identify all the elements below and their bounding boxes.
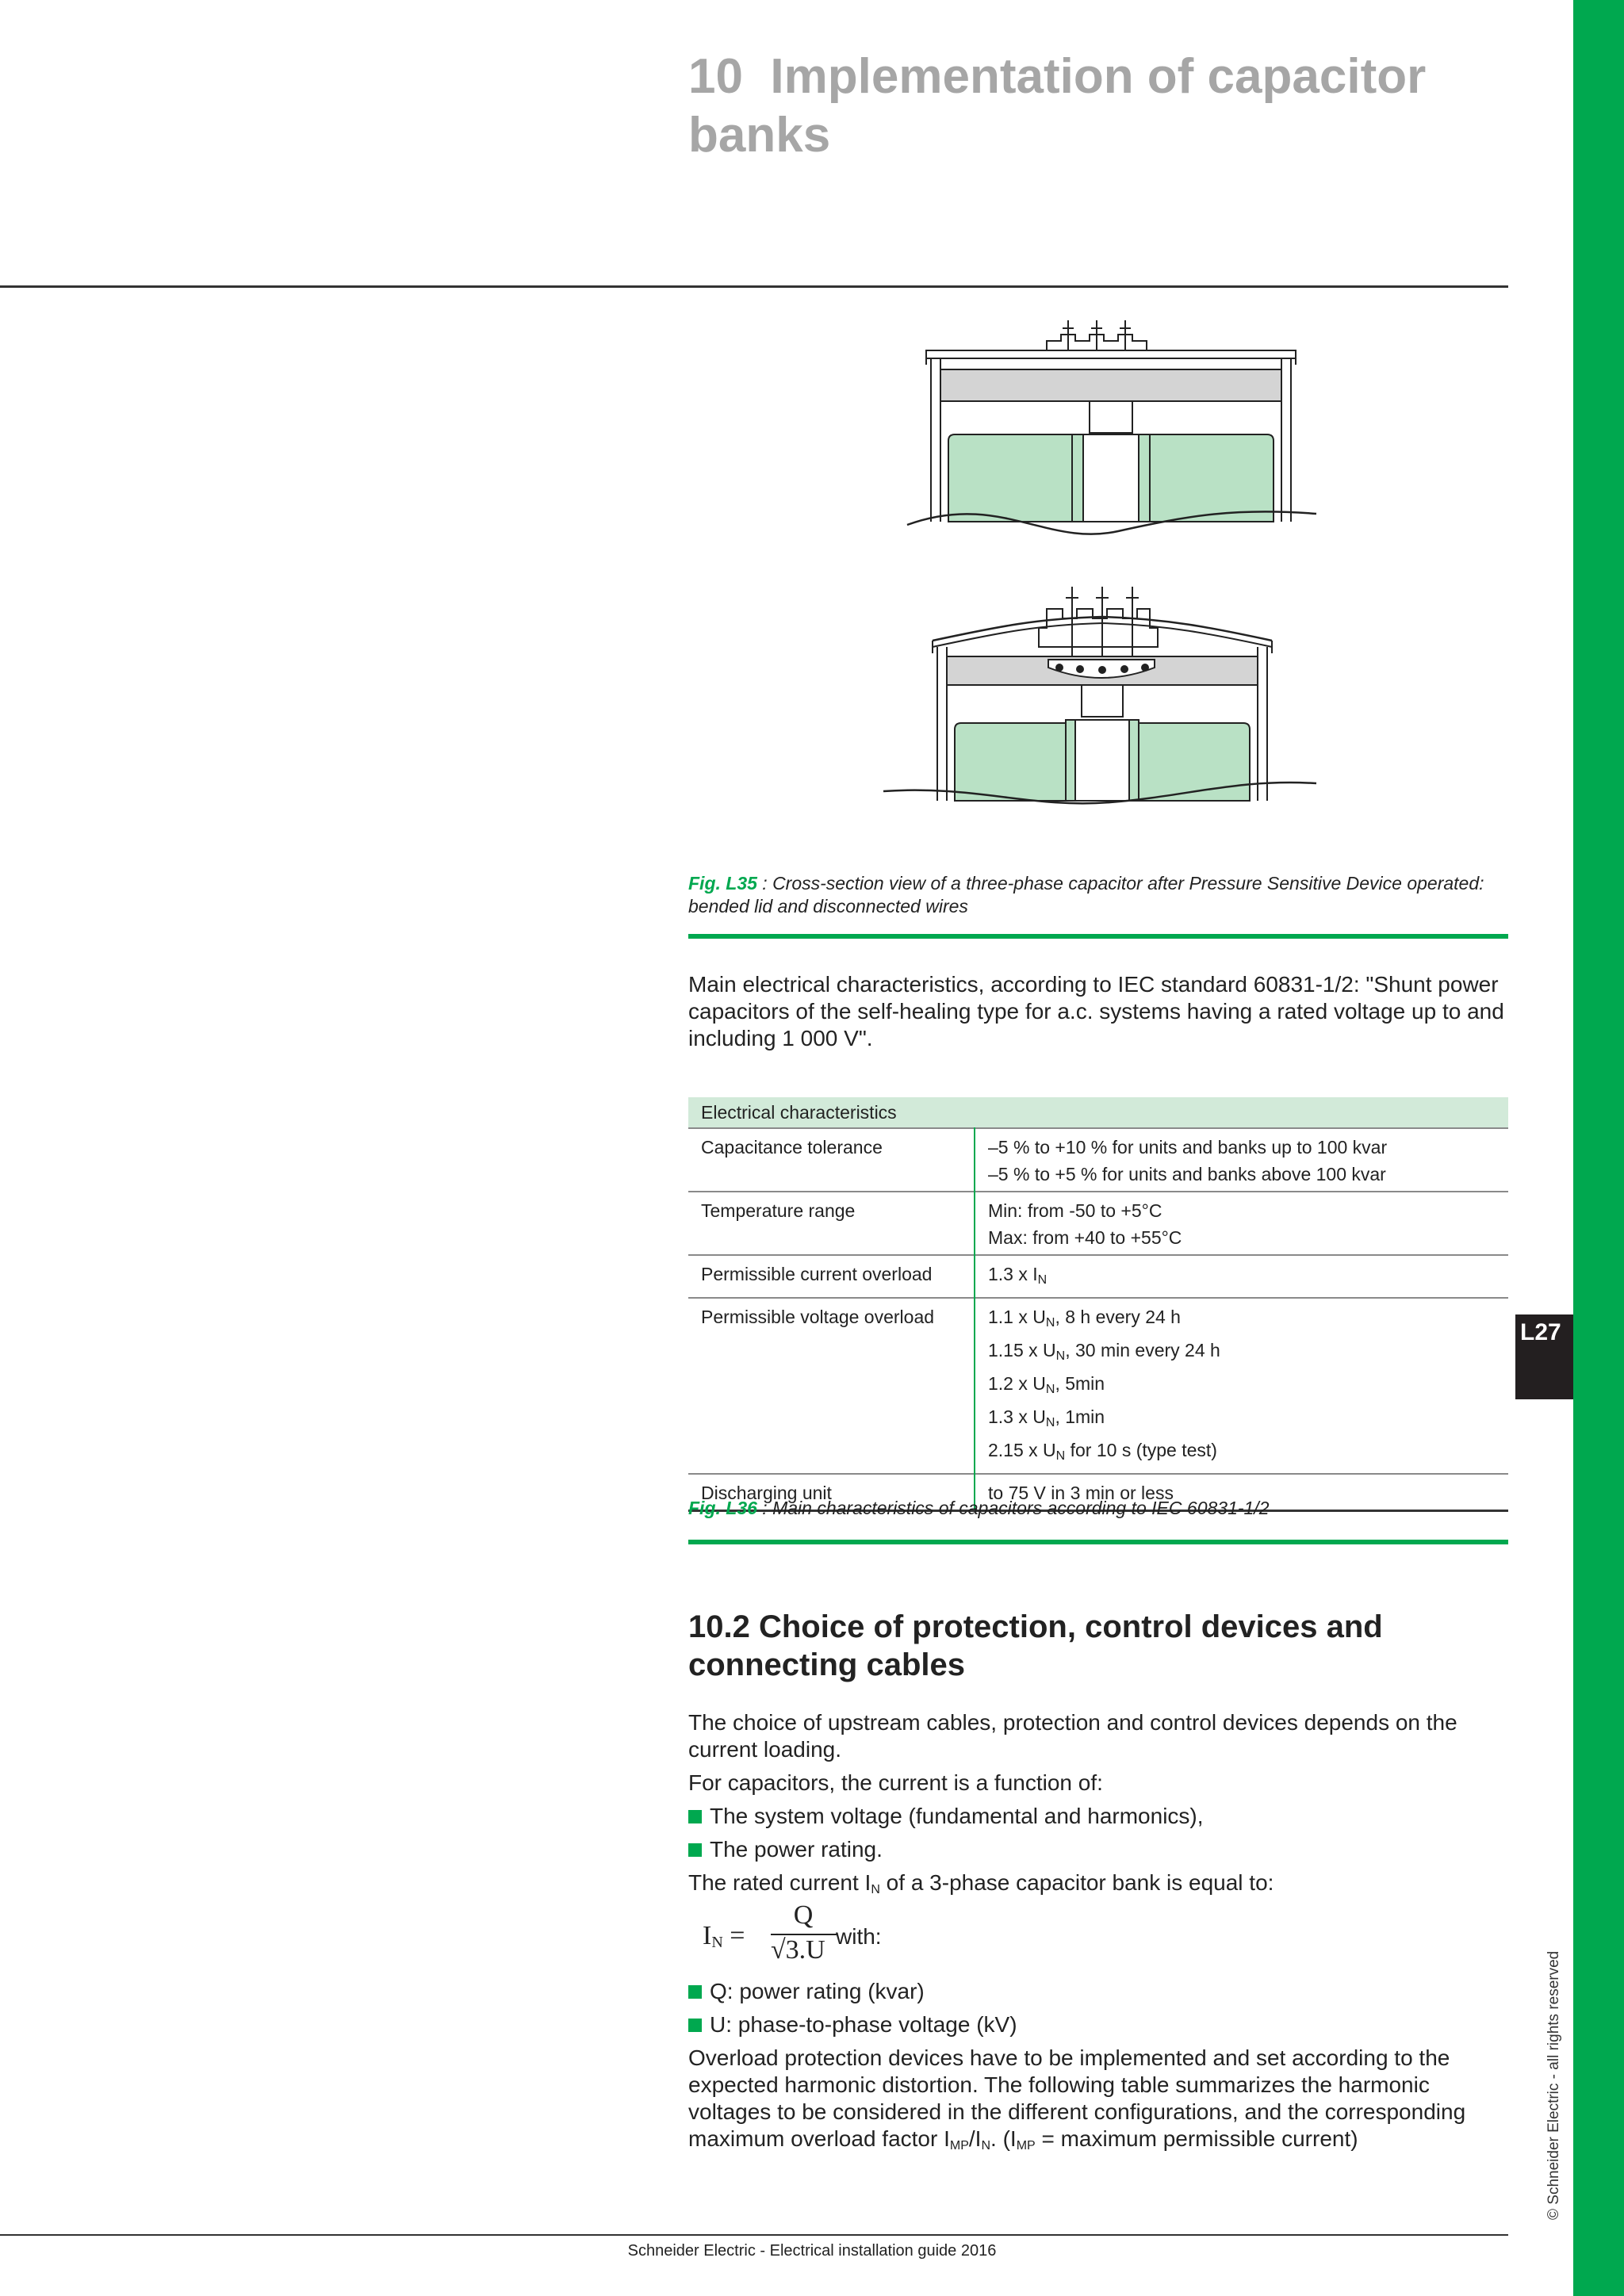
- table-cell-name: Capacitance tolerance: [688, 1128, 975, 1192]
- table-cell-value: [975, 1128, 1508, 1192]
- table-value-line: 1.3 x $U_N$, 1min: [988, 1406, 1105, 1429]
- list-item: The system voltage (fundamental and harmonics),: [688, 1803, 1508, 1830]
- table-value-line: 1.3 x $I_N$: [988, 1264, 1048, 1287]
- figure-caption-text: : Main characteristics of capacitors according to IEC 60831-1/2: [756, 1498, 1270, 1518]
- list-item: U: phase-to-phase voltage (kV): [688, 2011, 1508, 2038]
- table-row: [688, 1192, 1508, 1255]
- table-header: Electrical characteristics: [688, 1097, 1508, 1128]
- table-row: [688, 1298, 1508, 1474]
- chapter-number: 10: [688, 49, 743, 104]
- header-rule: [0, 285, 1508, 288]
- table-value-line: 1.2 x $U_N$, 5min: [988, 1373, 1105, 1396]
- section-title: 10.2 Choice of protection, control devices and connecting cables: [688, 1609, 1383, 1682]
- chapter-name: Implementation of capacitor banks: [688, 49, 1427, 163]
- bullet-square-icon: [688, 1810, 702, 1823]
- table-value-line: Max: from +40 to +55°C: [988, 1227, 1182, 1248]
- footer-rule: [0, 2234, 1508, 2236]
- page-number-tab: [1515, 1314, 1573, 1399]
- capacitor-normal-drawing: [907, 320, 1316, 534]
- copyright-notice: © Schneider Electric - all rights reserved: [1545, 1950, 1562, 2220]
- figure-label: Fig. L36: [688, 1498, 757, 1518]
- rated-current-formula: $I_N$ = Q √3.U with:: [703, 1900, 882, 1965]
- figure-caption-text: : Cross-section view of a three-phase capacitor after Pressure Sensitive Device operated: bended lid and disconnected wires: [688, 873, 1484, 916]
- table-value-line: Min: from -50 to +5°C: [988, 1200, 1162, 1221]
- paragraph: For capacitors, the current is a function of:: [688, 1770, 1103, 1795]
- table-value-line: to 75 V in 3 min or less: [988, 1483, 1174, 1503]
- capacitor-operated-drawing: [883, 587, 1316, 803]
- section-body: [688, 1709, 1508, 2160]
- side-color-bar: [1573, 0, 1624, 2296]
- paragraph: The rated current $I_N$ of a 3-phase capacitor bank is equal to:: [688, 1870, 1274, 1896]
- table-value-line: 1.15 x $U_N$, 30 min every 24 h: [988, 1340, 1220, 1363]
- caption-rule: [688, 934, 1508, 939]
- bullet-square-icon: [688, 2019, 702, 2032]
- list-item: Q: power rating (kvar): [688, 1978, 1508, 2005]
- intro-paragraph: Main electrical characteristics, according to IEC standard 60831-1/2: "Shunt power capacitors of the self-healing type for a.c. systems having a rated voltage up to and including 1 000 V".: [688, 972, 1504, 1050]
- page-number: L27: [1520, 1319, 1561, 1345]
- table-cell-name: Permissible current overload: [688, 1255, 975, 1298]
- table-value-line: –5 % to +5 % for units and banks above 100 kvar: [988, 1164, 1386, 1184]
- table-cell-name: Temperature range: [688, 1192, 975, 1255]
- table-cell-name: Discharging unit: [688, 1474, 975, 1511]
- list-item: The power rating.: [688, 1836, 1508, 1863]
- bullet-square-icon: [688, 1843, 702, 1857]
- page-footer: Schneider Electric - Electrical installation guide 2016: [627, 2242, 997, 2260]
- table-value-line: –5 % to +10 % for units and banks up to 100 kvar: [988, 1137, 1388, 1158]
- caption-rule: [688, 1540, 1508, 1544]
- table-cell-value: [975, 1192, 1508, 1255]
- table-cell-value: [975, 1298, 1508, 1474]
- table-row: [688, 1128, 1508, 1192]
- paragraph: Overload protection devices have to be implemented and set according to the expected harmonic distortion. The following table summarizes the harmonic voltages to be considered in the different configurations, and the corresponding maximum overload factor $I_{MP}/I_N$. ($I_{MP}$ = maximum permissible current): [688, 2045, 1466, 2152]
- table-cell-name: Permissible voltage overload: [688, 1298, 975, 1474]
- figure-label: Fig. L35: [688, 873, 757, 894]
- chapter-title: [688, 48, 1529, 165]
- table-value-line: 2.15 x $U_N$ for 10 s (type test): [988, 1440, 1217, 1463]
- bullet-square-icon: [688, 1985, 702, 1999]
- table-row: [688, 1255, 1508, 1298]
- characteristics-table: [688, 1097, 1508, 1512]
- table-cell-value: [975, 1255, 1508, 1298]
- figure-caption-l36: [688, 1497, 1508, 1520]
- paragraph: The choice of upstream cables, protection and control devices depends on the current loading.: [688, 1710, 1457, 1762]
- figure-caption-l35: [688, 872, 1508, 918]
- table-value-line: 1.1 x $U_N$, 8 h every 24 h: [988, 1307, 1181, 1330]
- capacitor-cross-section-figure: [872, 309, 1332, 809]
